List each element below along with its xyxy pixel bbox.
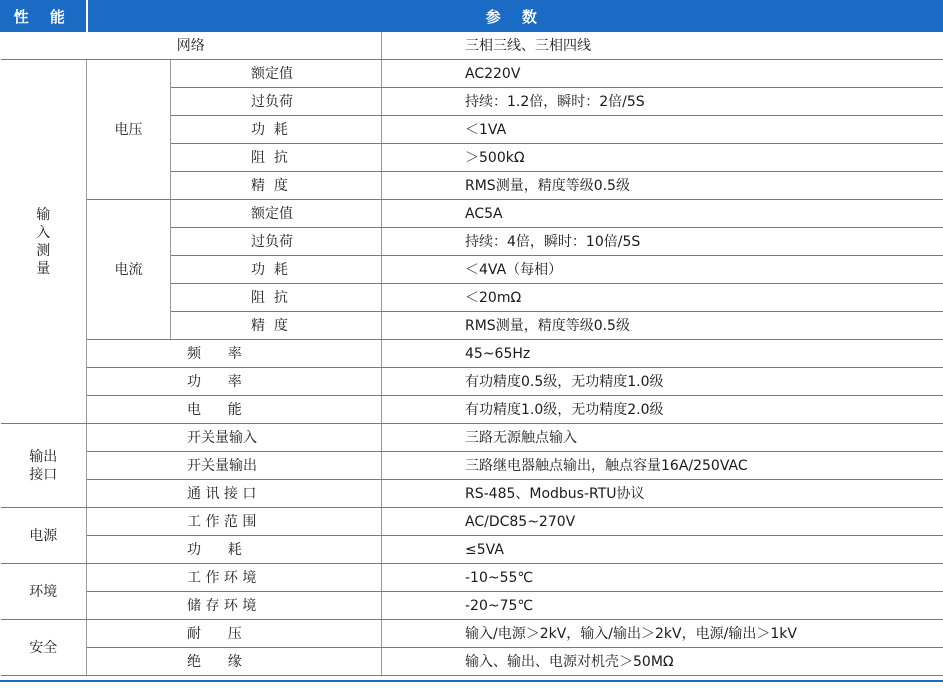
group-safety: 安全 <box>1 620 87 676</box>
table-row <box>1 564 943 592</box>
subgroup-current: 电流 <box>87 200 171 340</box>
param-value: ＜20mΩ <box>382 284 943 312</box>
param-value: AC5A <box>382 200 943 228</box>
param-name: 精 度 <box>171 172 382 200</box>
param-name: 电 能 <box>87 396 382 424</box>
group-line: 输出 <box>29 448 58 465</box>
param-value: AC/DC85~270V <box>382 508 943 536</box>
param-name: 功 率 <box>87 368 382 396</box>
param-name: 绝 缘 <box>87 648 382 676</box>
param-name: 储 存 环 境 <box>87 592 382 620</box>
param-value: 45~65Hz <box>382 340 943 368</box>
group-char: 量 <box>36 260 51 277</box>
group-line: 接口 <box>29 466 58 483</box>
header-feature: 性 能 <box>1 1 87 32</box>
table-row <box>1 368 943 396</box>
group-input-measurement <box>1 60 87 424</box>
param-value: 输入、输出、电源对机壳＞50MΩ <box>382 648 943 676</box>
table-row <box>1 452 943 480</box>
table-row <box>1 424 943 452</box>
param-name: 精 度 <box>171 312 382 340</box>
param-value: ＜4VA（每相） <box>382 256 943 284</box>
param-value: 持续：1.2倍，瞬时：2倍/5S <box>382 88 943 116</box>
table-row <box>1 620 943 648</box>
param-value: 输入/电源＞2kV，输入/输出＞2kV，电源/输出＞1kV <box>382 620 943 648</box>
table-row <box>1 480 943 508</box>
param-name: 阻 抗 <box>171 144 382 172</box>
table-row <box>1 536 943 564</box>
param-value: 持续：4倍，瞬时：10倍/5S <box>382 228 943 256</box>
group-output-interface <box>1 424 87 508</box>
param-name: 工 作 范 围 <box>87 508 382 536</box>
param-name: 功 耗 <box>87 536 382 564</box>
table-row <box>1 508 943 536</box>
group-char: 测 <box>36 242 51 259</box>
table-row <box>1 60 943 88</box>
header-parameter: 参 数 <box>87 1 943 32</box>
param-name: 开关量输入 <box>87 424 382 452</box>
table-row <box>1 200 943 228</box>
group-power: 电源 <box>1 508 87 564</box>
param-name: 频 率 <box>87 340 382 368</box>
subgroup-voltage: 电压 <box>87 60 171 200</box>
param-value: RMS测量，精度等级0.5级 <box>382 172 943 200</box>
group-char: 输 <box>36 206 51 223</box>
table-row <box>1 648 943 676</box>
row-value-network: 三相三线、三相四线 <box>382 32 943 60</box>
header-row <box>1 1 943 32</box>
param-value: AC220V <box>382 60 943 88</box>
group-char: 入 <box>36 224 51 241</box>
param-name: 功 耗 <box>171 116 382 144</box>
param-name: 额定值 <box>171 60 382 88</box>
param-value: ＞500kΩ <box>382 144 943 172</box>
param-value: 有功精度0.5级，无功精度1.0级 <box>382 368 943 396</box>
table-row <box>1 396 943 424</box>
group-environment: 环境 <box>1 564 87 620</box>
table-row <box>1 32 943 60</box>
param-value: -20~75℃ <box>382 592 943 620</box>
param-name: 功 耗 <box>171 256 382 284</box>
param-name: 工 作 环 境 <box>87 564 382 592</box>
table-row <box>1 592 943 620</box>
bottom-rule <box>0 680 943 682</box>
param-value: -10~55℃ <box>382 564 943 592</box>
param-value: RMS测量，精度等级0.5级 <box>382 312 943 340</box>
param-name: 额定值 <box>171 200 382 228</box>
param-name: 开关量输出 <box>87 452 382 480</box>
param-value: ＜1VA <box>382 116 943 144</box>
param-name: 耐 压 <box>87 620 382 648</box>
param-name: 过负荷 <box>171 88 382 116</box>
param-name: 通 讯 接 口 <box>87 480 382 508</box>
param-value: 有功精度1.0级，无功精度2.0级 <box>382 396 943 424</box>
param-value: ≤5VA <box>382 536 943 564</box>
table-row <box>1 340 943 368</box>
param-value: RS-485、Modbus-RTU协议 <box>382 480 943 508</box>
param-value: 三路无源触点输入 <box>382 424 943 452</box>
param-name: 过负荷 <box>171 228 382 256</box>
param-value: 三路继电器触点输出，触点容量16A/250VAC <box>382 452 943 480</box>
param-name: 阻 抗 <box>171 284 382 312</box>
row-label-network: 网络 <box>1 32 382 60</box>
